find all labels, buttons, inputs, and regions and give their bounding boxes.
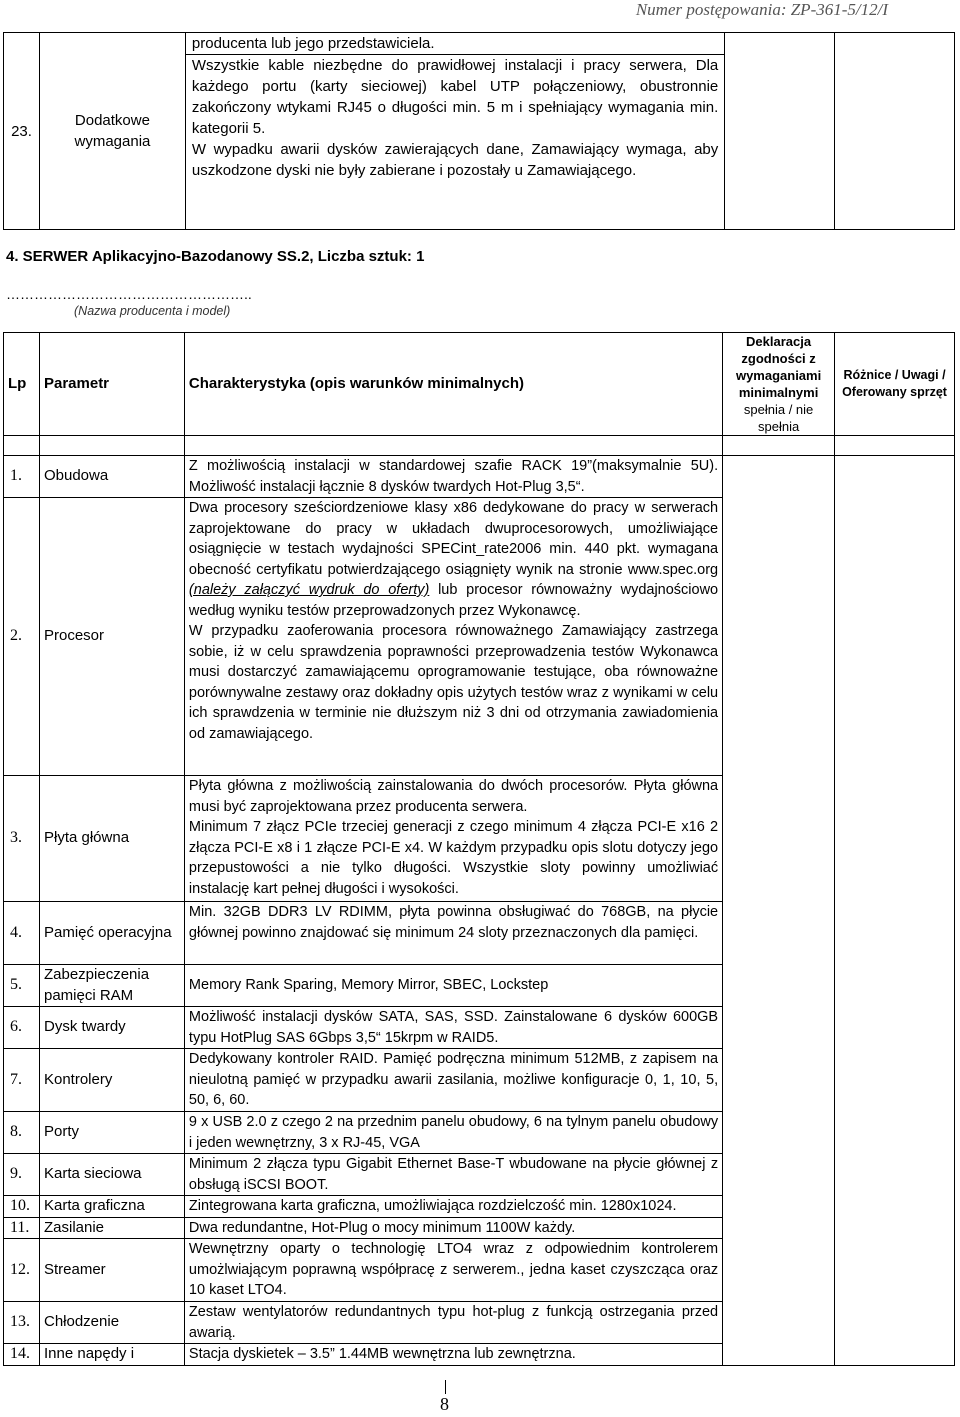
spec-table [3, 332, 955, 1366]
processor-equivalent: W przypadku zaoferowania procesora równoważnego Zamawiający zastrzega sobie, iż w celu sprawdzenia poprawności przeprowadzenia testów Wykonawca musi dostarczyć zamawiającemu oprogramowanie testujące, oba równoważne porównywalne zestawy oraz dokładny opis użytych testów wraz z wynikami w celu ich sprawdzenia w terminie nie dłuższym niż 3 dni od otrzymania zawiadomienia od zamawiającego. [188, 623, 719, 742]
header-decl-sub: spełnia / nie spełnia [743, 402, 814, 434]
notes-column [835, 456, 955, 1366]
row-param: Dysk twardy [39, 1007, 184, 1049]
top-requirements-table [3, 32, 955, 230]
row-desc: Dedykowany kontroler RAID. Pamięć podręczna minimum 512MB, z zapisem na nieulotną pamięć w przypadku awarii zasilania, możliwe konfiguracje 0, 1, 10, 5, 50, 6, 60. [184, 1049, 722, 1112]
req-continuation: producenta lub jego przedstawiciela. [185, 33, 724, 55]
row-desc: Zestaw wentylatorów redundantnych typu hot-plug z funkcją ostrzegania przed awarią. [184, 1302, 722, 1344]
row-lp: 5. [4, 965, 40, 1007]
section-title: 4. SERWER Aplikacyjno-Bazodanowy SS.2, Liczba sztuk: 1 [6, 248, 425, 265]
row-param: Karta sieciowa [39, 1154, 184, 1196]
row-desc: Wewnętrzny oparty o technologię LTO4 wraz z odpowiednim kontrolerem umożlwiającym poprawną współpracę z serwerem., jedna kaset czyszcząca oraz 10 kaset LTO4. [184, 1239, 722, 1302]
page-divider [445, 1380, 446, 1394]
row-desc: Minimum 2 złącza typu Gigabit Ethernet Base-T wbudowane na płycie głównej z obsługą iSCSI BOOT. [184, 1154, 722, 1196]
row-desc: Memory Rank Sparing, Memory Mirror, SBEC, Lockstep [184, 965, 722, 1007]
document-header: Numer postępowania: ZP-361-5/12/I [635, 0, 888, 19]
header-decl [723, 333, 835, 436]
row-desc: Możliwość instalacji dysków SATA, SAS, SSD. Zainstalowane 6 dysków 600GB typu HotPlug SAS 6Gbps 3,5“ 15krpm w RAID5. [184, 1007, 722, 1049]
row-param: Procesor [39, 498, 184, 776]
row-desc: Stacja dyskietek – 3.5” 1.44MB wewnętrzna lub zewnętrzna. [184, 1344, 722, 1366]
row-param: Karta graficzna [39, 1196, 184, 1218]
row-lp: 4. [4, 902, 40, 965]
decl-column [723, 456, 835, 1366]
req-cables: Wszystkie kable niezbędne do prawidłowej instalacji i pracy serwera, Dla każdego portu (karty sieciowej) kabel UTP połączeniowy, obustronnie zakończony wtykami RJ45 o długości min. 5 m i spełniający wymagania min. kategorii 5. [191, 57, 719, 137]
row-desc: Min. 32GB DDR3 LV RDIMM, płyta powinna obsługiwać do 768GB, na płycie głównej powinno znajdować się minimum 24 sloty przeznaczonych dla pamięci. [184, 902, 722, 965]
header-lp: Lp [4, 333, 40, 436]
req-disks: W wypadku awarii dysków zawierających dane, Zamawiający wymaga, aby uszkodzone dyski nie były zabierane i pozostały u Zamawiającego. [191, 141, 719, 179]
processor-note: (należy załączyć wydruk do oferty) [188, 582, 430, 598]
row-lp: 10. [4, 1196, 40, 1218]
table-row [4, 456, 955, 498]
param-label: Dodatkowe wymagania [39, 33, 185, 230]
req-description [185, 55, 724, 230]
row-lp: 14. [4, 1344, 40, 1366]
row-param: Pamięć operacyjna [39, 902, 184, 965]
header-decl-title: Deklaracja zgodności z wymaganiami minimalnymi [735, 334, 822, 400]
row-desc [184, 498, 722, 776]
row-lp: 2. [4, 498, 40, 776]
row-desc: Zintegrowana karta graficzna, umożliwiająca rozdzielczość min. 1280x1024. [184, 1196, 722, 1218]
page-number: 8 [440, 1394, 449, 1414]
header-char: Charakterystyka (opis warunków minimalnych) [184, 333, 722, 436]
row-desc: Dwa redundantne, Hot-Plug o mocy minimum 1100W każdy. [184, 1217, 722, 1239]
row-param: Porty [39, 1112, 184, 1154]
notes-cell [835, 33, 955, 230]
header-param: Parametr [39, 333, 184, 436]
row-param: Zabezpieczenia pamięci RAM [39, 965, 184, 1007]
decl-cell [725, 33, 835, 230]
row-param: Chłodzenie [39, 1302, 184, 1344]
row-lp: 12. [4, 1239, 40, 1302]
row-param: Streamer [39, 1239, 184, 1302]
row-lp: 1. [4, 456, 40, 498]
processor-alt: lub procesor równoważny wydajnościowo według wyniku testów przeprowadzonych przez Wykonawcę. [188, 582, 719, 619]
row-lp: 9. [4, 1154, 40, 1196]
maker-dots: …………………………………………….. [6, 286, 252, 302]
row-desc [184, 776, 722, 902]
row-lp: 11. [4, 1217, 40, 1239]
row-param: Zasilanie [39, 1217, 184, 1239]
row-param: Płyta główna [39, 776, 184, 902]
row-param: Obudowa [39, 456, 184, 498]
row-param: Inne napędy i [39, 1344, 184, 1366]
maker-label: (Nazwa producenta i model) [74, 304, 231, 318]
row-lp: 13. [4, 1302, 40, 1344]
row-lp: 8. [4, 1112, 40, 1154]
row-lp: 6. [4, 1007, 40, 1049]
row-number: 23. [4, 33, 40, 230]
row-param: Kontrolery [39, 1049, 184, 1112]
mainboard-text: Płyta główna z możliwością zainstalowania do dwóch procesorów. Płyta główna musi być zaprojektowana przez producenta serwera. [188, 778, 719, 815]
row-desc: 9 x USB 2.0 z czego 2 na przednim panelu obudowy, 6 na tylnym panelu obudowy i jeden wewnętrzny, 3 x RJ-45, VGA [184, 1112, 722, 1154]
row-lp: 7. [4, 1049, 40, 1112]
header-diff: Różnice / Uwagi / Oferowany sprzęt [835, 333, 955, 436]
mainboard-slots: Minimum 7 złącz PCIe trzeciej generacji z czego minimum 4 złącza PCI-E x16 2 złącza PCI-E x8 i 1 złącze PCI-E x4. W każdym przypadku opis slotu dotyczy jego przepustowości a nie tylko długości. Wszystkie sloty powinny umożliwiać instalację kart pełnej długości i wysokości. [188, 819, 719, 897]
row-lp: 3. [4, 776, 40, 902]
row-desc: Z możliwością instalacji w standardowej szafie RACK 19”(maksymalnie 5U). Możliwość instalacji łącznie 8 dysków twardych Hot-Plug 3,5“. [184, 456, 722, 498]
processor-text: Dwa procesory sześciordzeniowe klasy x86 dedykowane do pracy w serwerach zaprojektowane do pracy w układach dwuprocesorowych, umożliwiające osiągnięcie w testach wydajności SPECint_rate2006 min. 440 pkt. wymagana obecność certyfikatu potwierdzającego osiągnięty wynik na stronie www.spec.org [188, 500, 719, 578]
